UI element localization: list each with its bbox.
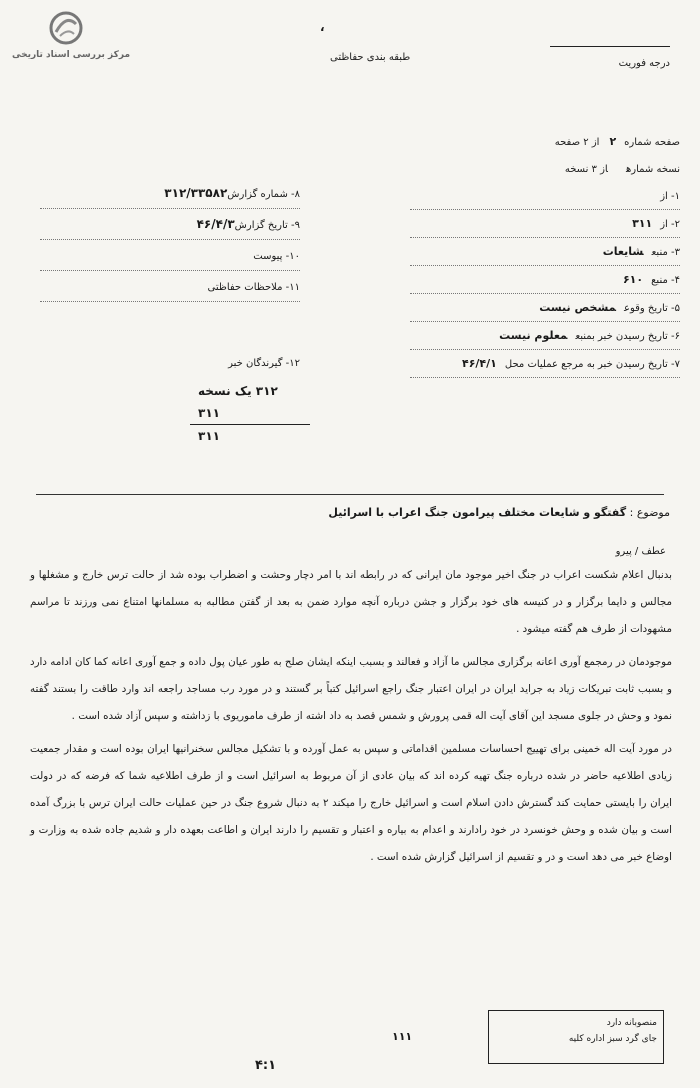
field-suffix: از ۲ صفحه <box>554 137 600 148</box>
source-field-row <box>410 128 680 155</box>
stamp-line: جای گرد سبز اداره کلیه <box>568 1034 657 1044</box>
distribution-item: ۳۱۲ یک نسخه <box>198 384 278 398</box>
field-label: ۱۰- پیوست <box>253 251 300 262</box>
field-value: ۲ <box>609 135 617 148</box>
report-field-row <box>40 271 300 302</box>
field-label: ۸- شماره گزارش <box>227 189 300 200</box>
report-body <box>30 562 672 877</box>
distribution-item: ۳۱۱ <box>198 429 220 443</box>
subject-value: گفتگو و شایعات مختلف پیرامون جنگ اعراب با اسرائیل <box>328 506 627 519</box>
watermark-text: مرکز بررسی اسناد تاریخی <box>12 50 131 60</box>
field-value: ۳۱۲/۳۳۵۸۲ <box>164 186 228 200</box>
field-label: ۵- تاریخ وقوع <box>624 303 680 314</box>
source-field-row <box>410 322 680 350</box>
body-paragraph: موجودمان در رمجمع آوری اعانه برگزاری مجالس ما آزاد و فعالند و بسبب اینکه ایشان صلح به طور عیان پول داده و جمع آوری اعانه کما کان ادامه دارد و بسبب ثابت تبریکات زیاد به جراید ایران در ایران اعتبار جنگ راجع اسرائیل کتباً بر گستند و در مورد رب مساجد راجعه اند وارد طاقت را بستند گفته نمود و وحش در جلوی مسجد این آقای آیت اله قمی پرورش و شمس قصد به داد اشته از طرف ماموریوی با زداشته و سپس آزاد شده است . <box>30 656 672 722</box>
stamp-line: منصوبانه دارد <box>606 1018 657 1028</box>
priority-label: درجه فوریت <box>618 58 670 69</box>
body-paragraph: در مورد آیت اله خمینی برای تهییج احساسات مسلمین اقداماتی و سپس به عمل آورده و با تشکیل مجالس سخنرانیها ایران بوده است و مقدار جمعیت زیادی اطلاعیه حاضر در شده درباره جنگ تهیه کرده اند که بیان عادی از آن مربوط به اسرائیل است و از طرف اطلاعیه شما که فرضه که در دولت ایران را بایستی حمایت کند گسترش دادن اسلام است و اسرائیل خارج را میکند ۲ به دنبال شروع جنگ در حین عملیات حالت ایران ترس با بزرگ آمده است و بیان شده و وحش خونسرد در خود رادارند و اعدام به بیاره و اعتبار و تقسیم را دارند ایران و اطاعت بعهده دار و شدیم جاده شده به وزارت و اوضاع خبر می دهد است و در و تقسیم از اسرائیل گزارش شده است . <box>30 743 672 863</box>
classification-label: طبقه بندی حفاظتی <box>330 52 411 63</box>
field-value: شایعات <box>602 245 644 258</box>
subject-line <box>50 506 670 519</box>
source-field-row <box>410 210 680 238</box>
field-label: ۴- منبع <box>651 275 680 286</box>
field-label: صفحه شماره <box>624 137 680 148</box>
subject-label: موضوع : <box>629 506 670 519</box>
top-stamp-mark: ، <box>320 20 325 34</box>
source-field-row <box>410 155 680 182</box>
field-label: ۹- تاریخ گزارش <box>234 220 300 231</box>
source-field-row <box>410 294 680 322</box>
field-label: ۶- تاریخ رسیدن خبر بمنبع <box>575 331 680 342</box>
report-field-row <box>40 209 300 240</box>
source-field-row <box>410 182 680 210</box>
field-label: ۱۱- ملاحظات حفاظتی <box>207 282 300 293</box>
body-paragraph: بدنبال اعلام شکست اعراب در جنگ اخیر موجود مان ایرانی که در رابطه اند با امر دچار وحشت و اضطراب بوده شد از حالت ترس خارج و مشغلها و مجالس و دایما برگزار و در کنیسه های خود برگزار و جشن درباره آنچه موارد ضمن به بعد از گفتن مطالبه به مسلمانها امتناع نمی ورزند تا مراسم مشهودات از طرف هم گفته میشود . <box>30 569 672 635</box>
distribution-label: ۱۲- گیرندگان خبر <box>228 358 300 369</box>
field-value: ۴۶/۴/۱ <box>461 357 497 370</box>
field-label: ۷- تاریخ رسیدن خبر به مرجع عملیات محل <box>504 359 680 370</box>
archive-logo <box>12 10 131 66</box>
footer-mark: ۱۱۱ <box>392 1030 413 1043</box>
report-fields <box>40 178 300 302</box>
distribution-block <box>150 358 300 447</box>
registry-stamp <box>488 1010 664 1064</box>
field-label: ۲- از <box>660 219 680 230</box>
field-value: مشخص نیست <box>539 301 617 314</box>
section-divider <box>36 494 664 495</box>
field-value: ۴۶/۴/۳ <box>196 217 235 231</box>
source-field-row <box>410 350 680 378</box>
source-field-row <box>410 238 680 266</box>
report-field-row <box>40 178 300 209</box>
field-value: ۶۱۰ <box>622 273 644 286</box>
field-label: نسخه شماره <box>625 164 680 175</box>
page-number: ۴:۱ <box>255 1058 277 1073</box>
field-label: ۳- منبع <box>651 247 680 258</box>
field-value: ۳۱۱ <box>632 217 653 230</box>
field-suffix: از ۳ نسخه <box>564 164 608 175</box>
priority-underline <box>550 46 670 47</box>
report-field-row <box>40 240 300 271</box>
source-field-row <box>410 266 680 294</box>
field-value: معلوم نیست <box>499 329 568 342</box>
source-fields <box>410 128 680 378</box>
field-label: ۱- از <box>660 191 680 202</box>
reference-label: عطف / پیرو <box>615 546 666 557</box>
archive-emblem-icon <box>46 10 86 46</box>
distribution-item: ۳۱۱ <box>198 406 220 420</box>
